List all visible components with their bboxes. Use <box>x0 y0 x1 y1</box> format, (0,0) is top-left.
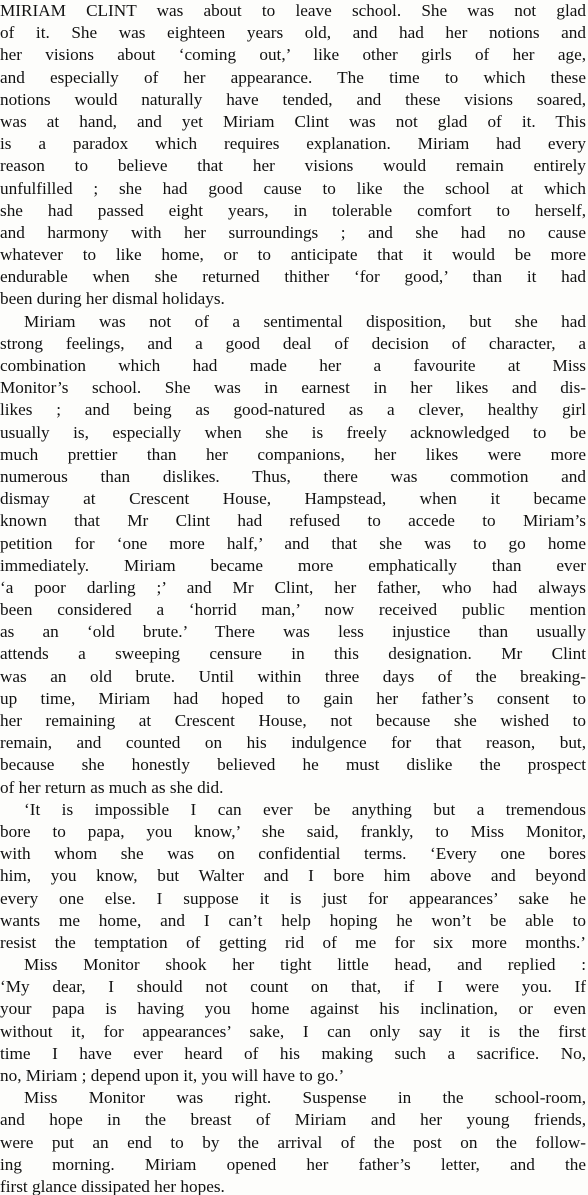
text-line: Miss Monitor shook her tight little head, and replied : <box>24 955 586 975</box>
text-line: unfulfilled ; she had good cause to like the school at which <box>0 178 586 198</box>
text-line: is a paradox which requires explanation. Miriam had every <box>0 134 586 154</box>
text-line: were put an end to by the arrival of the post on the follow- <box>0 1132 586 1152</box>
paragraph-5 <box>0 1087 588 1195</box>
text-line: with whom she was on confidential terms. ‘Every one bores <box>0 844 586 864</box>
text-line: and especially of her appearance. The time to which these <box>0 67 586 87</box>
text-line: ‘My dear, I should not count on that, if I were you. If <box>0 977 586 997</box>
text-line: her remaining at Crescent House, not because she wished to <box>0 711 586 730</box>
text-line: she had passed eight years, in tolerable comfort to herself, <box>0 200 586 220</box>
text-line: time I have ever heard of his making such a sacrifice. No, <box>0 1043 586 1063</box>
text-line: been during her dismal holidays. <box>0 289 225 309</box>
text-line: been considered a ‘horrid man,’ now received public mention <box>0 600 586 620</box>
text-line: resist the temptation of getting rid of me for six more months.’ <box>0 932 586 952</box>
text-line: every one else. I suppose it is just for appearances’ sake he <box>0 888 586 908</box>
text-line: Miss Monitor was right. Suspense in the school-room, <box>24 1088 586 1108</box>
text-line: much prettier than her companions, her likes were more <box>0 444 586 464</box>
text-line: remain, and counted on his indulgence for that reason, but, <box>0 733 586 753</box>
text-line: whatever to like home, or to anticipate that it would be more <box>0 245 586 265</box>
text-line: known that Mr Clint had refused to accede to Miriam’s <box>0 511 586 531</box>
text-line: because she honestly believed he must dislike the prospect <box>0 755 586 775</box>
text-line: MIRIAM CLINT was about to leave school. She was not glad <box>0 1 586 20</box>
text-line: without it, for appearances’ sake, I can only say it is the first <box>0 1021 586 1041</box>
text-line: no, Miriam ; depend upon it, you will have to go.’ <box>0 1066 345 1085</box>
text-line: ‘It is impossible I can ever be anything but a tremendous <box>24 799 586 819</box>
text-line: numerous than dislikes. Thus, there was commotion and <box>0 466 586 486</box>
text-line: ing morning. Miriam opened her father’s letter, and the <box>0 1154 586 1174</box>
text-line: her visions about ‘coming out,’ like other girls of her age, <box>0 45 586 65</box>
paragraph-1 <box>0 0 588 311</box>
text-line: bore to papa, you know,’ she said, frankly, to Miss Monitor, <box>0 821 586 841</box>
paragraph-2 <box>0 311 588 799</box>
text-line: attends a sweeping censure in this designation. Mr Clint <box>0 644 586 664</box>
text-line: likes ; and being as good-natured as a clever, healthy girl <box>0 400 586 420</box>
text-line: wants me home, and I can’t help hoping he won’t be able to <box>0 910 586 930</box>
text-line: combination which had made her a favourite at Miss <box>0 356 586 375</box>
text-line: Monitor’s school. She was in earnest in her likes and dis- <box>0 378 586 398</box>
text-line: strong feelings, and a good deal of decision of character, a <box>0 333 586 353</box>
paragraph-3 <box>0 799 588 954</box>
text-line: as an ‘old brute.’ There was less injustice than usually <box>0 622 586 642</box>
text-line: first glance dissipated her hopes. <box>0 1176 225 1195</box>
text-line: dismay at Crescent House, Hampstead, when it became <box>0 489 586 509</box>
text-line: petition for ‘one more half,’ and that she was to go home <box>0 533 586 553</box>
text-line: and harmony with her surroundings ; and she had no cause <box>0 222 586 242</box>
text-line: ‘a poor darling ;’ and Mr Clint, her father, who had always <box>0 577 586 597</box>
text-line: immediately. Miriam became more emphatically than ever <box>0 555 586 575</box>
text-line: of her return as much as she did. <box>0 777 224 797</box>
text-line: was at hand, and yet Miriam Clint was not glad of it. This <box>0 111 586 131</box>
text-line: Miriam was not of a sentimental disposition, but she had <box>24 311 586 331</box>
text-line: of it. She was eighteen years old, and had her notions and <box>0 23 586 43</box>
text-line: notions would naturally have tended, and these visions soared, <box>0 89 586 109</box>
text-line: up time, Miriam had hoped to gain her father’s consent to <box>0 688 586 708</box>
text-line: your papa is having you home against his inclination, or even <box>0 999 586 1019</box>
text-line: him, you know, but Walter and I bore him above and beyond <box>0 866 586 886</box>
text-line: was an old brute. Until within three days of the breaking- <box>0 666 586 686</box>
text-line: and hope in the breast of Miriam and her young friends, <box>0 1110 586 1130</box>
text-line: reason to believe that her visions would remain entirely <box>0 156 586 176</box>
paragraph-4 <box>0 954 588 1087</box>
text-line: endurable when she returned thither ‘for good,’ than it had <box>0 267 586 287</box>
text-line: usually is, especially when she is freely acknowledged to be <box>0 422 586 442</box>
